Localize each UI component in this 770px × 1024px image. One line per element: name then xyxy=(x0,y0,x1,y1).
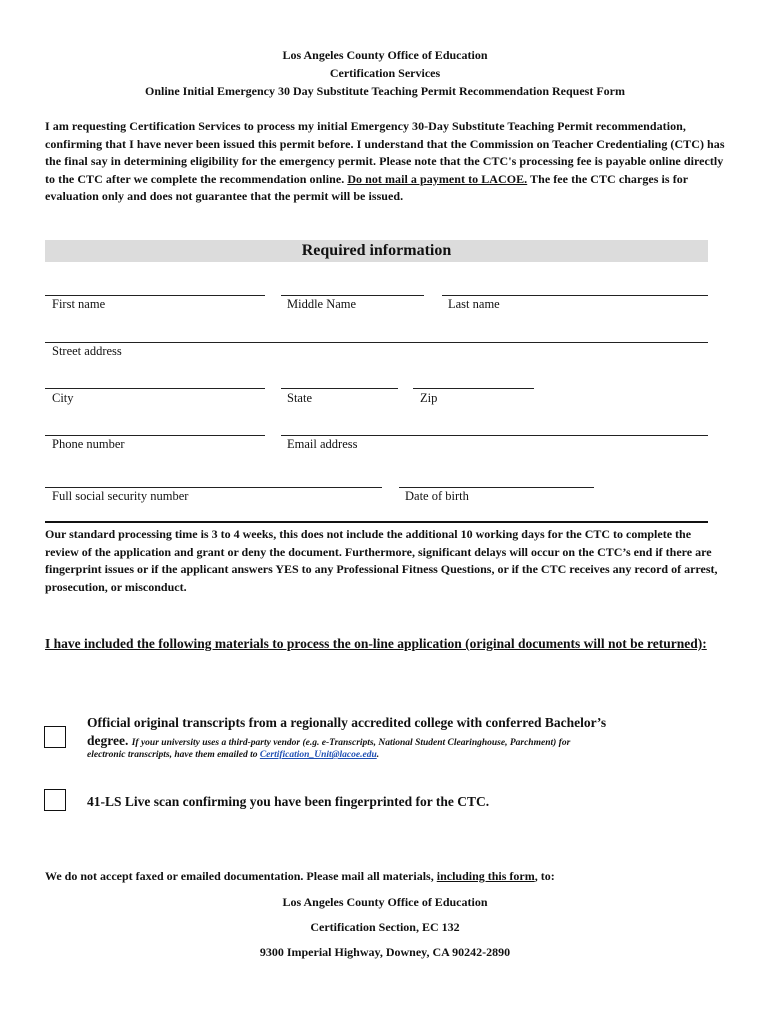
first-name-field[interactable] xyxy=(45,295,265,296)
mailing-note-pre: We do not accept faxed or emailed documentation. Please mail all materials, xyxy=(45,869,437,883)
vendor-note: If your university uses a third-party vendor (e.g. e-Transcripts, National Student Clearinghouse, Parchment) for xyxy=(131,738,571,748)
zip-label: Zip xyxy=(420,391,438,405)
first-name-label: First name xyxy=(52,297,106,311)
transcripts-text xyxy=(87,714,606,752)
state-label: State xyxy=(287,391,312,405)
intro-paragraph xyxy=(45,118,725,206)
livescan-checkbox[interactable] xyxy=(44,789,66,811)
street-address-label: Street address xyxy=(52,344,122,358)
form-title: Online Initial Emergency 30 Day Substitute Teaching Permit Recommendation Request Form xyxy=(145,84,625,98)
phone-label: Phone number xyxy=(52,437,125,451)
email-note xyxy=(87,750,379,760)
org-name: Los Angeles County Office of Education xyxy=(282,48,488,62)
last-name-label: Last name xyxy=(448,297,500,311)
email-label: Email address xyxy=(287,437,358,451)
phone-field[interactable] xyxy=(45,435,265,436)
state-field[interactable] xyxy=(281,388,398,389)
middle-name-field[interactable] xyxy=(281,295,424,296)
email-field[interactable] xyxy=(281,435,708,436)
processing-time-note: Our standard processing time is 3 to 4 weeks, this does not include the additional 10 working days for the CTC to complete the review of the application and grant or deny the document. Furthermore, significant delays will occur on the CTC’s end if there are fingerprint issues or if the applicant answers YES to any Professional Fitness Questions, or if the CTC receives any record of arrest, prosecution, or misconduct. xyxy=(45,527,718,594)
materials-heading: I have included the following materials to process the on-line application (original documents will not be returned): xyxy=(45,636,707,651)
zip-field[interactable] xyxy=(413,388,534,389)
transcripts-line2 xyxy=(87,732,606,752)
mailing-note-post: , to: xyxy=(534,869,555,883)
email-note-period: . xyxy=(376,750,380,760)
dob-field[interactable] xyxy=(399,487,594,488)
payment-warning: Do not mail a payment to LACOE. xyxy=(347,171,528,186)
department-name: Certification Services xyxy=(329,66,441,80)
section-divider xyxy=(45,521,708,523)
last-name-field[interactable] xyxy=(442,295,708,296)
mailing-address-line2: Certification Section, EC 132 xyxy=(310,920,460,934)
livescan-text: 41-LS Live scan confirming you have been fingerprinted for the CTC. xyxy=(87,794,490,809)
transcripts-line1: Official original transcripts from a regionally accredited college with conferred Bachelor’s xyxy=(87,715,607,730)
ssn-field[interactable] xyxy=(45,487,382,488)
certification-email-link[interactable]: Certification_Unit@lacoe.edu xyxy=(259,750,377,760)
city-field[interactable] xyxy=(45,388,265,389)
mailing-note-form: including this form xyxy=(436,869,535,883)
transcripts-checkbox[interactable] xyxy=(44,726,66,748)
intro-text: I am requesting Certification Services to process my initial Emergency 30-Day Substitute Teaching Permit recommendation, confirming that I have never been issued this permit before. I understand that the Commission on Teacher Credentialing (CTC) has the final say in determining eligibility for the emergency permit. Please note that the CTC's processing fee is payable online directly to the CTC after we complete the recommendation online. xyxy=(45,119,725,186)
degree-word: degree. xyxy=(87,733,129,748)
street-address-field[interactable] xyxy=(45,342,708,343)
mailing-address-line3: 9300 Imperial Highway, Downey, CA 90242-2890 xyxy=(259,945,511,959)
email-note-text: electronic transcripts, have them emailed to xyxy=(87,750,258,760)
fee-note: The fee the CTC charges is for evaluation only and does not guarantee that the permit will be issued. xyxy=(45,171,688,204)
dob-label: Date of birth xyxy=(405,489,469,503)
city-label: City xyxy=(52,391,74,405)
mailing-note xyxy=(45,869,555,884)
ssn-label: Full social security number xyxy=(52,489,189,503)
middle-name-label: Middle Name xyxy=(287,297,357,311)
required-info-header: Required information xyxy=(45,240,708,262)
mailing-address-line1: Los Angeles County Office of Education xyxy=(282,895,488,909)
